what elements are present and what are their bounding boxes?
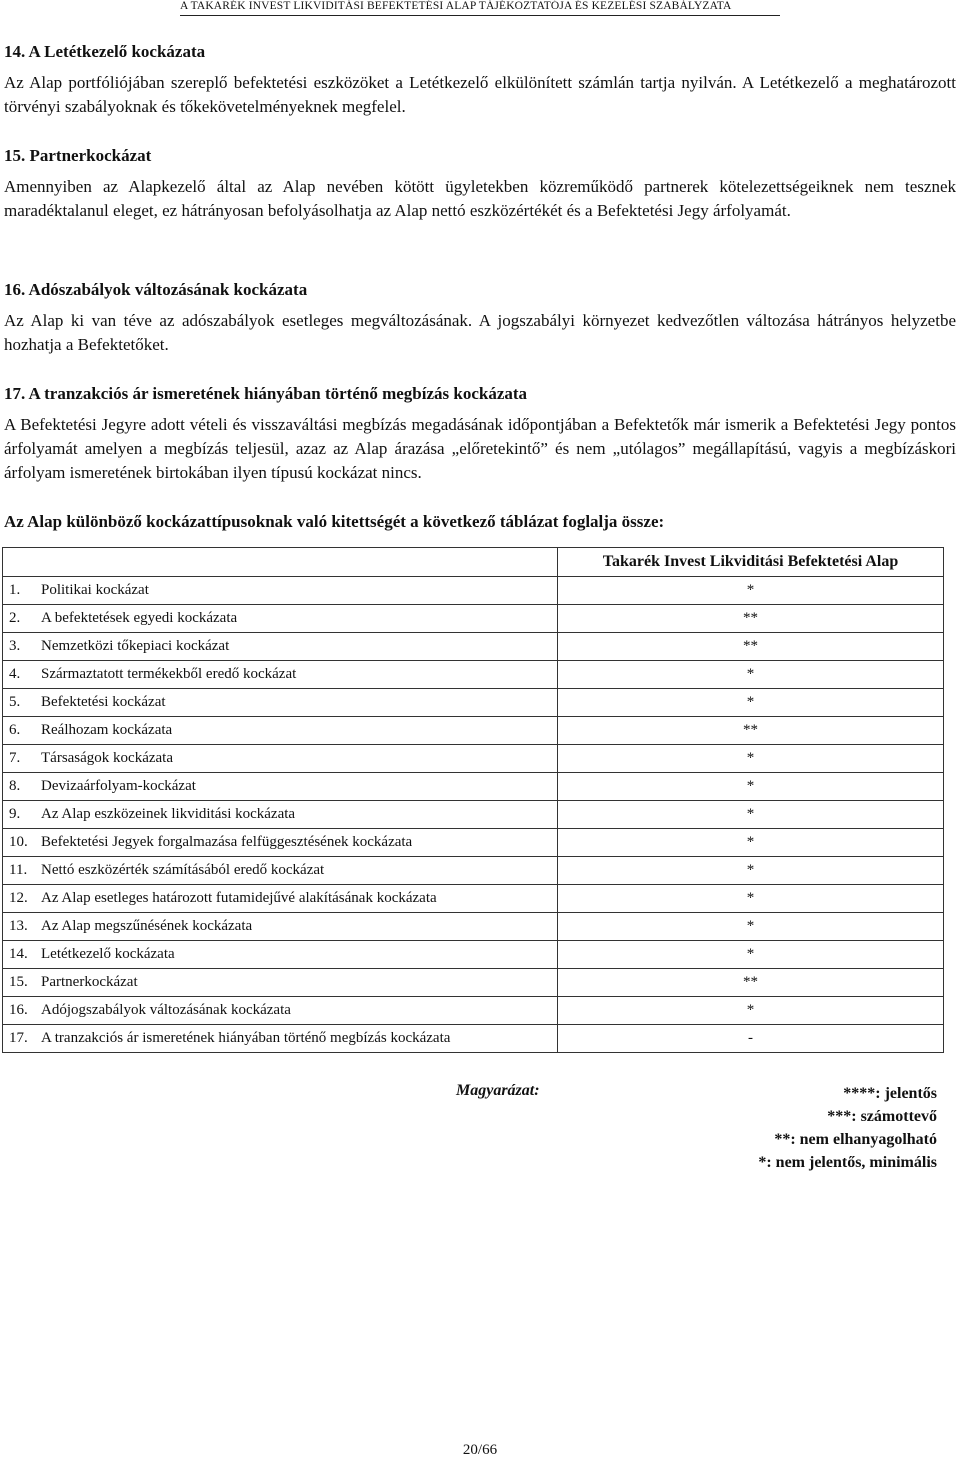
- risk-rating: *: [558, 857, 944, 885]
- table-row: [3, 577, 944, 605]
- risk-label-cell: [3, 633, 558, 661]
- risk-name: Adójogszabályok változásának kockázata: [41, 1002, 291, 1018]
- risk-name: Nettó eszközérték számításából eredő kockázat: [41, 862, 325, 878]
- risk-number: 1.: [9, 582, 21, 598]
- risk-label-cell: [3, 969, 558, 997]
- risk-rating: *: [558, 885, 944, 913]
- risk-label-cell: [3, 857, 558, 885]
- risk-label-cell: [3, 997, 558, 1025]
- risk-rating: *: [558, 745, 944, 773]
- risk-rating: *: [558, 941, 944, 969]
- risk-number: 4.: [9, 666, 21, 682]
- table-row: [3, 997, 944, 1025]
- risk-label-cell: [3, 885, 558, 913]
- risk-name: Devizaárfolyam-kockázat: [41, 778, 196, 794]
- table-row: [3, 913, 944, 941]
- risk-name: Az Alap esetleges határozott futamidejűvé alakításának kockázata: [41, 890, 437, 906]
- legend-item: ***: számottevő: [827, 1108, 937, 1125]
- risk-number: 13.: [9, 918, 28, 934]
- section-16: [4, 280, 956, 357]
- risk-rating: **: [558, 633, 944, 661]
- risk-name: Befektetési kockázat: [41, 694, 166, 710]
- risk-label-cell: [3, 661, 558, 689]
- risk-name: Politikai kockázat: [41, 582, 149, 598]
- risk-number: 10.: [9, 834, 28, 850]
- risk-name: A tranzakciós ár ismeretének hiányában történő megbízás kockázata: [41, 1030, 451, 1046]
- risk-rating: *: [558, 689, 944, 717]
- legend-item: ****: jelentős: [843, 1085, 937, 1102]
- table-row: [3, 745, 944, 773]
- table-row: [3, 773, 944, 801]
- risk-rating: **: [558, 605, 944, 633]
- table-row: [3, 1025, 944, 1053]
- risk-label-cell: [3, 745, 558, 773]
- risk-label-cell: [3, 801, 558, 829]
- risk-rating: *: [558, 801, 944, 829]
- risk-number: 16.: [9, 1002, 28, 1018]
- risk-label-cell: [3, 1025, 558, 1053]
- risk-summary-heading: Az Alap különböző kockázattípusoknak való kitettségét a következő táblázat foglalja össze:: [4, 512, 665, 531]
- table-row: [3, 941, 944, 969]
- risk-number: 2.: [9, 610, 21, 626]
- risk-name: Partnerkockázat: [41, 974, 138, 990]
- risk-label-cell: [3, 941, 558, 969]
- table-row: [3, 689, 944, 717]
- section-17-body: A Befektetési Jegyre adott vételi és visszaváltási megbízás megadásának időpontjában a Befektetők már ismerik a Befektetési Jegy pontos árfolyamát amelyen a megbízás teljesül, azaz az Alap árazása „előretekintő” és nem „utólagos” megállapítású, vagyis a megbízáskori árfolyam ismeretének birtokában ilyen típusú kockázat nincs.: [4, 415, 956, 482]
- section-14-body: Az Alap portfóliójában szereplő befektetési eszközöket a Letétkezelő elkülönített számlán tartja nyilván. A Letétkezelő a meghatározott törvényi szabályoknak és tőkekövetelményeknek megfelel.: [4, 73, 956, 116]
- section-16-heading: 16. Adószabályok változásának kockázata: [4, 280, 308, 299]
- risk-rating: -: [558, 1025, 944, 1053]
- risk-label-cell: [3, 689, 558, 717]
- section-14-heading: 14. A Letétkezelő kockázata: [4, 42, 206, 61]
- risk-number: 8.: [9, 778, 21, 794]
- risk-name: Származtatott termékekből eredő kockázat: [41, 666, 297, 682]
- section-17: [4, 384, 956, 485]
- risk-label-cell: [3, 577, 558, 605]
- table-row: [3, 801, 944, 829]
- risk-number: 3.: [9, 638, 21, 654]
- risk-name: Az Alap megszűnésének kockázata: [41, 918, 253, 934]
- risk-number: 12.: [9, 890, 28, 906]
- risk-name: Letétkezelő kockázata: [41, 946, 175, 962]
- risk-number: 17.: [9, 1030, 28, 1046]
- risk-name: A befektetések egyedi kockázata: [41, 610, 238, 626]
- section-15-heading: 15. Partnerkockázat: [4, 146, 152, 165]
- risk-summary-table: [2, 547, 944, 1053]
- risk-rating: *: [558, 577, 944, 605]
- section-15-body: Amennyiben az Alapkezelő által az Alap nevében kötött ügyletekben közreműködő partnerek kötelezettségeiknek nem tesznek maradéktalanul eleget, ez hátrányosan befolyásolhatja az Alap nettó eszközértékét és a Befektetési Jegy árfolyamát.: [4, 177, 956, 220]
- legend-item: *: nem jelentős, minimális: [758, 1154, 937, 1171]
- table-header-empty-cell: [3, 548, 558, 577]
- section-14: [4, 42, 956, 119]
- risk-number: 6.: [9, 722, 21, 738]
- risk-name: Nemzetközi tőkepiaci kockázat: [41, 638, 230, 654]
- table-row: [3, 857, 944, 885]
- legend-item: **: nem elhanyagolható: [774, 1131, 937, 1148]
- risk-label-cell: [3, 829, 558, 857]
- risk-number: 15.: [9, 974, 28, 990]
- table-row: [3, 885, 944, 913]
- table-row: [3, 633, 944, 661]
- risk-rating: **: [558, 717, 944, 745]
- risk-rating: *: [558, 829, 944, 857]
- table-row: [3, 605, 944, 633]
- risk-rating: **: [558, 969, 944, 997]
- risk-name: Az Alap eszközeinek likviditási kockázata: [41, 806, 296, 822]
- risk-rating: *: [558, 661, 944, 689]
- legend-items: [758, 1082, 937, 1174]
- risk-name: Befektetési Jegyek forgalmazása felfüggesztésének kockázata: [41, 834, 413, 850]
- risk-number: 14.: [9, 946, 28, 962]
- risk-number: 7.: [9, 750, 21, 766]
- risk-label-cell: [3, 717, 558, 745]
- risk-name: Reálhozam kockázata: [41, 722, 173, 738]
- risk-number: 5.: [9, 694, 21, 710]
- fund-name-header: Takarék Invest Likviditási Befektetési Alap: [558, 548, 944, 577]
- risk-rating: *: [558, 997, 944, 1025]
- risk-rating: *: [558, 773, 944, 801]
- table-header-row: [3, 548, 944, 577]
- table-row: [3, 717, 944, 745]
- risk-label-cell: [3, 773, 558, 801]
- page-number: 20/66: [462, 1442, 498, 1458]
- risk-rating: *: [558, 913, 944, 941]
- table-row: [3, 661, 944, 689]
- table-row: [3, 969, 944, 997]
- risk-name: Társaságok kockázata: [41, 750, 174, 766]
- section-15: [4, 146, 956, 223]
- risk-number: 9.: [9, 806, 21, 822]
- legend-title: Magyarázat:: [456, 1082, 540, 1099]
- section-16-body: Az Alap ki van téve az adószabályok esetleges megváltozásának. A jogszabályi környezet kedvezőtlen változása hátrányos helyzetbe hozhatja a Befektetőket.: [4, 311, 956, 354]
- document-header: A TAKARÉK INVEST LIKVIDITÁSI BEFEKTETÉSI ALAP TÁJÉKOZTATÓJA ÉS KEZELÉSI SZABÁLYZATA: [180, 0, 780, 16]
- risk-label-cell: [3, 605, 558, 633]
- table-row: [3, 829, 944, 857]
- section-17-heading: 17. A tranzakciós ár ismeretének hiányában történő megbízás kockázata: [4, 384, 528, 403]
- risk-number: 11.: [9, 862, 28, 878]
- risk-label-cell: [3, 913, 558, 941]
